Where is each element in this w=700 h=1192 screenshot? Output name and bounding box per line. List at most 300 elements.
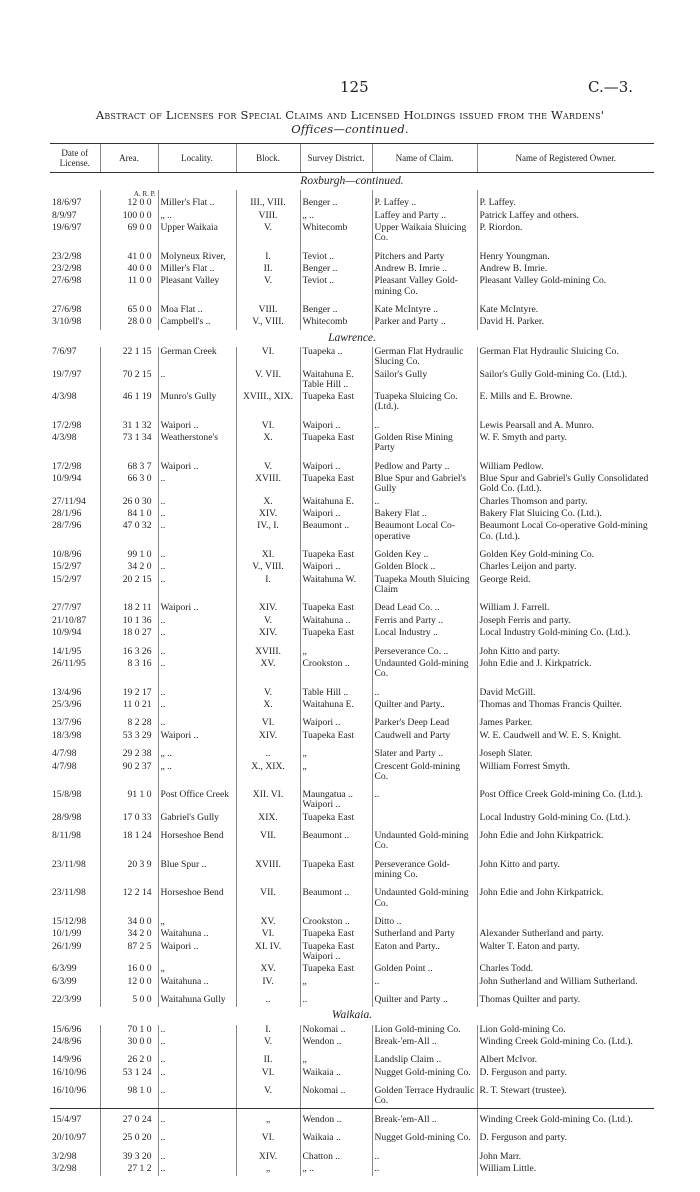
table-row [50,575,654,598]
table-row [50,641,654,659]
table-row [50,497,654,509]
area-cell: 10 1 36 [100,616,158,628]
owner-cell: Joseph Ferris and party. [477,616,654,628]
block-cell: X., XIX. [236,762,300,785]
date-cell: 14/9/96 [52,1054,82,1066]
owner-cell: Charles Leijon and party. [477,562,654,574]
block-cell: V., VIII. [236,562,300,574]
owner-cell: Charles Thomson and party. [477,497,654,509]
date-cell: 4/3/98 [52,433,77,444]
block-cell: XIV. [236,509,300,521]
block-cell: XIX. [236,813,300,825]
district-cell: Tuapeka East [300,392,372,415]
date-cell: 19/7/97 [52,369,82,380]
table-row [50,882,654,911]
area-cell: 12 0 0 [100,977,158,989]
date-cell: 17/2/98 [52,419,82,431]
date-cell: 15/4/97 [52,1113,82,1125]
locality-cell: .. [158,521,236,544]
locality-cell: Gabriel's Gully [158,813,236,825]
district-cell: Teviot .. [300,276,372,299]
date-cell: 8/9/97 [52,210,77,221]
owner-cell: Lion Gold-mining Co. [477,1025,654,1037]
district-cell: Waipori .. [300,562,372,574]
owner-cell: John Sutherland and William Sutherland. [477,977,654,989]
claim-cell: Perseverance Gold-mining Co. [372,854,477,883]
block-cell: II. [236,1049,300,1067]
table-row [50,562,654,574]
locality-cell: .. [158,562,236,574]
date-cell: 23/2/98 [52,263,82,274]
empty-cell [300,190,372,198]
district-cell: „ [300,762,372,785]
area-cell: 90 2 37 [100,762,158,785]
owner-cell: E. Mills and E. Browne. [477,392,654,415]
owner-cell: Patrick Laffey and others. [477,211,654,223]
date-cell: 8/11/98 [52,830,81,842]
col-header-date: Date of License. [50,144,100,173]
date-cell: 16/10/96 [52,1067,87,1078]
table-row [50,762,654,785]
district-cell: Waipori .. [300,415,372,433]
claim-cell: Undaunted Gold-mining Co. [372,825,477,854]
block-cell: VI. [236,347,300,370]
locality-cell: Miller's Flat .. [158,264,236,276]
locality-cell: Pleasant Valley [158,276,236,299]
area-cell: 29 2 38 [100,743,158,761]
district-cell: Nokomai .. [300,1025,372,1037]
claim-cell: Break-'em-All .. [372,1109,477,1127]
table-row [50,370,654,393]
claim-cell: Crescent Gold-mining Co. [372,762,477,785]
block-cell: VI. [236,415,300,433]
owner-cell: W. F. Smyth and party. [477,433,654,456]
table-row [50,1164,654,1176]
locality-cell: .. [158,1146,236,1164]
district-cell: „ [300,641,372,659]
date-cell: 13/7/96 [52,717,82,729]
date-cell: 15/12/98 [52,915,87,927]
area-units-label: A. R. P. [100,190,158,198]
block-cell: .. [236,989,300,1007]
area-cell: 47 0 32 [100,521,158,544]
section-heading-row [50,1007,654,1024]
locality-cell: .. [158,370,236,393]
owner-cell: John Edie and John Kirkpatrick. [477,882,654,911]
date-cell: 10/8/96 [52,549,82,561]
block-cell: XV. [236,911,300,929]
owner-cell: Local Industry Gold-mining Co. (Ltd.). [477,813,654,825]
district-cell: Crookston .. [300,659,372,682]
district-cell: Waipori .. [300,509,372,521]
locality-cell: Horseshoe Bend [158,825,236,854]
block-cell: I. [236,246,300,264]
owner-cell: John Marr. [477,1146,654,1164]
area-cell: 18 1 24 [100,825,158,854]
locality-cell: German Creek [158,347,236,370]
claim-cell: Golden Key .. [372,544,477,562]
table-row [50,1037,654,1049]
district-cell: Tuapeka East [300,854,372,883]
area-cell: 31 1 32 [100,415,158,433]
table-row [50,659,654,682]
district-cell: Waikaia .. [300,1068,372,1080]
date-cell: 15/2/97 [52,574,82,585]
district-cell: „ .. [300,1164,372,1176]
claim-cell: Dead Lead Co. .. [372,597,477,615]
locality-cell: Upper Waikaia [158,223,236,246]
owner-cell: W. E. Caudwell and W. E. S. Knight. [477,731,654,743]
area-cell: 20 2 15 [100,575,158,598]
claim-cell: German Flat Hydraulic Slucing Co. [372,347,477,370]
area-cell: 11 0 21 [100,700,158,712]
district-cell: Tuapeka .. [300,347,372,370]
area-cell: 12 0 0 [100,198,158,210]
claim-cell: Kate McIntyre .. [372,299,477,317]
block-cell: XIV. [236,731,300,743]
table-row [50,456,654,474]
district-cell: Tuapeka East [300,731,372,743]
owner-cell: George Reid. [477,575,654,598]
area-cell: 53 3 29 [100,731,158,743]
claim-cell: P. Laffey .. [372,198,477,210]
table-row [50,929,654,941]
area-cell: 19 2 17 [100,682,158,700]
area-cell: 27 0 24 [100,1109,158,1127]
locality-cell: .. [158,1037,236,1049]
district-cell: .. [300,989,372,1007]
block-cell: XIV. [236,1146,300,1164]
table-row [50,743,654,761]
table-row [50,784,654,813]
table-row [50,628,654,640]
locality-cell: .. [158,641,236,659]
block-cell: XI. [236,544,300,562]
table-row [50,509,654,521]
col-header-owner: Name of Registered Owner. [477,144,654,173]
block-cell: „ [236,1109,300,1127]
table-row [50,544,654,562]
owner-cell: Golden Key Gold-mining Co. [477,544,654,562]
claim-cell: Local Industry .. [372,628,477,640]
date-cell: 4/7/98 [52,748,77,760]
date-cell: 19/6/97 [52,222,82,233]
date-cell: 14/1/95 [52,645,82,657]
area-cell: 70 2 15 [100,370,158,393]
owner-cell: R. T. Stewart (trustee). [477,1080,654,1109]
owner-cell: Kate McIntyre. [477,299,654,317]
owner-cell: P. Laffey. [477,198,654,210]
claim-cell: Eaton and Party.. [372,942,477,965]
district-cell: Tuapeka East [300,544,372,562]
section-heading-row [50,173,654,191]
claim-cell: Beaumont Local Co-operative [372,521,477,544]
claim-cell: Sutherland and Party [372,929,477,941]
block-cell: VI. [236,1127,300,1145]
table-row [50,317,654,329]
claim-cell: Slater and Party .. [372,743,477,761]
claim-cell: Quilter and Party.. [372,700,477,712]
block-cell: VIII. [236,211,300,223]
locality-cell: „ [158,911,236,929]
area-cell: 11 0 0 [100,276,158,299]
table-row [50,854,654,883]
block-cell: .. [236,743,300,761]
table-row [50,1109,654,1127]
section-heading: Waikaia. [331,1009,373,1022]
table-row [50,597,654,615]
date-cell: 16/10/96 [52,1085,87,1097]
area-cell: 26 2 0 [100,1049,158,1067]
date-cell: 3/2/98 [52,1163,77,1174]
claim-cell: Undaunted Gold-mining Co. [372,882,477,911]
locality-cell: .. [158,616,236,628]
block-cell: VI. [236,712,300,730]
locality-cell: Waitahuna .. [158,929,236,941]
locality-cell: Post Office Creek [158,784,236,813]
table-row [50,911,654,929]
area-cell: 18 0 27 [100,628,158,640]
locality-cell: .. [158,1109,236,1127]
empty-cell [50,190,100,198]
locality-cell: „ .. [158,743,236,761]
table-row [50,712,654,730]
table-row [50,700,654,712]
licenses-table [50,143,654,1176]
claim-cell: Golden Terrace Hydraulic Co. [372,1080,477,1109]
owner-cell: Bakery Flat Sluicing Co. (Ltd.). [477,509,654,521]
table-row [50,392,654,415]
owner-cell: Walter T. Eaton and party. [477,942,654,965]
area-cell: 99 1 0 [100,544,158,562]
block-cell: V. VII. [236,370,300,393]
empty-cell [158,190,236,198]
block-cell: XV. [236,964,300,976]
table-row [50,964,654,976]
date-cell: 18/6/97 [52,198,82,209]
claim-cell: Blue Spur and Gabriel's Gully [372,474,477,497]
locality-cell: .. [158,1068,236,1080]
owner-cell: William Little. [477,1164,654,1176]
area-cell: 39 3 20 [100,1146,158,1164]
date-cell: 18/3/98 [52,730,82,741]
area-cell: 34 2 0 [100,929,158,941]
table-header [50,144,654,173]
table-title [48,108,652,136]
locality-cell: Moa Flat .. [158,299,236,317]
owner-cell: Winding Creek Gold-mining Co. (Ltd.). [477,1109,654,1127]
table-row [50,989,654,1007]
area-cell: 28 0 0 [100,317,158,329]
area-cell: 46 1 19 [100,392,158,415]
owner-cell: D. Ferguson and party. [477,1127,654,1145]
block-cell: XVIII., XIX. [236,392,300,415]
claim-cell [372,813,477,825]
table-row [50,1127,654,1145]
date-cell: 15/2/97 [52,562,82,573]
owner-cell: David McGill. [477,682,654,700]
block-cell: XIV. [236,628,300,640]
locality-cell: Waipori .. [158,415,236,433]
table-row [50,682,654,700]
area-cell: 8 2 28 [100,712,158,730]
district-cell: Table Hill .. [300,682,372,700]
date-cell: 10/1/99 [52,929,82,940]
owner-cell: Post Office Creek Gold-mining Co. (Ltd.). [477,784,654,813]
date-cell: 7/6/97 [52,346,77,357]
claim-cell: .. [372,1164,477,1176]
date-cell: 22/3/99 [52,994,82,1006]
area-cell: 34 0 0 [100,911,158,929]
block-cell: X. [236,497,300,509]
area-cell: 84 1 0 [100,509,158,521]
claim-cell: Parker and Party .. [372,317,477,329]
owner-cell: Lewis Pearsall and A. Munro. [477,415,654,433]
document-reference: C.—3. [588,78,634,96]
col-header-locality: Locality. [158,144,236,173]
locality-cell: .. [158,1164,236,1176]
claim-cell: Pitchers and Party [372,246,477,264]
owner-cell: Thomas and Thomas Francis Quilter. [477,700,654,712]
claim-cell: Pedlow and Party .. [372,456,477,474]
owner-cell: Henry Youngman. [477,246,654,264]
date-cell: 27/6/98 [52,303,82,315]
district-cell: Wendon .. [300,1109,372,1127]
area-cell: 16 3 26 [100,641,158,659]
owner-cell: Beaumont Local Co-operative Gold-mining Co. (Ltd.). [477,521,654,544]
owner-cell: Thomas Quilter and party. [477,989,654,1007]
locality-cell: .. [158,1025,236,1037]
district-cell: Waitahuna E. Table Hill .. [300,370,372,393]
district-cell: Waitahuna W. [300,575,372,598]
block-cell: „ [236,1164,300,1176]
owner-cell [477,911,654,929]
district-cell: Tuapeka East [300,597,372,615]
area-cell: 68 3 7 [100,456,158,474]
empty-cell [372,190,477,198]
table-row [50,264,654,276]
table-row [50,825,654,854]
claim-cell: Andrew B. Imrie .. [372,264,477,276]
table-row [50,415,654,433]
date-cell: 15/6/96 [52,1024,82,1035]
owner-cell: James Parker. [477,712,654,730]
area-cell: 22 1 15 [100,347,158,370]
district-cell: Whitecomb [300,317,372,329]
area-cell: 5 0 0 [100,989,158,1007]
table-row [50,433,654,456]
district-cell: „ [300,1049,372,1067]
date-cell: 15/8/98 [52,789,82,801]
date-cell: 3/2/98 [52,1150,77,1162]
claim-cell: Golden Rise Mining Party [372,433,477,456]
district-cell: „ [300,977,372,989]
locality-cell: .. [158,628,236,640]
date-cell: 4/3/98 [52,392,77,403]
block-cell: VIII. [236,299,300,317]
owner-cell: German Flat Hydraulic Sluicing Co. [477,347,654,370]
district-cell: Crookston .. [300,911,372,929]
date-cell: 28/7/96 [52,521,82,532]
date-cell: 25/3/96 [52,699,82,710]
owner-cell: John Kitto and party. [477,854,654,883]
page-number: 125 [340,78,369,96]
district-cell: Tuapeka East [300,433,372,456]
block-cell: VII. [236,882,300,911]
district-cell: Tuapeka East [300,964,372,976]
block-cell: XII. VI. [236,784,300,813]
table-row [50,1049,654,1067]
block-cell: V. [236,1037,300,1049]
owner-cell: William Forrest Smyth. [477,762,654,785]
table-row [50,276,654,299]
section-heading: Roxburgh—continued. [300,175,404,187]
owner-cell: Albert McIvor. [477,1049,654,1067]
area-cell: 73 1 34 [100,433,158,456]
claim-cell: Ferris and Party .. [372,616,477,628]
area-cell: 65 0 0 [100,299,158,317]
date-cell: 26/11/95 [52,659,86,669]
area-cell: 66 3 0 [100,474,158,497]
block-cell: X. [236,433,300,456]
locality-cell: .. [158,659,236,682]
claim-cell: Quilter and Party .. [372,989,477,1007]
block-cell: XVIII. [236,641,300,659]
owner-cell: William J. Farrell. [477,597,654,615]
locality-cell: .. [158,1049,236,1067]
claim-cell: .. [372,415,477,433]
block-cell: XI. IV. [236,942,300,965]
owner-cell: Local Industry Gold-mining Co. (Ltd.). [477,628,654,640]
table-row [50,942,654,965]
date-cell: 6/3/99 [52,976,77,987]
locality-cell: Campbell's .. [158,317,236,329]
section-heading-row [50,330,654,347]
area-cell: 98 1 0 [100,1080,158,1109]
district-cell: Beaumont .. [300,825,372,854]
locality-cell: Waitahuna .. [158,977,236,989]
area-cell: 53 1 24 [100,1068,158,1080]
area-cell: 17 0 33 [100,813,158,825]
locality-cell: „ .. [158,211,236,223]
area-cell: 100 0 0 [100,211,158,223]
area-cell: 70 1 0 [100,1025,158,1037]
district-cell: „ [300,743,372,761]
district-cell: Nokomai .. [300,1080,372,1109]
table-row [50,1025,654,1037]
area-cell: 8 3 16 [100,659,158,682]
title-line-1: Abstract of Licenses for Special Claims and Licensed Holdings issued from the Wardens' [95,108,605,122]
locality-cell: .. [158,509,236,521]
district-cell: Chatton .. [300,1146,372,1164]
block-cell: IV., I. [236,521,300,544]
locality-cell: „ .. [158,762,236,785]
col-header-claim: Name of Claim. [372,144,477,173]
claim-cell: .. [372,784,477,813]
area-cell: 91 1 0 [100,784,158,813]
owner-cell: John Edie and John Kirkpatrick. [477,825,654,854]
area-units-row [50,190,654,198]
block-cell: V. [236,456,300,474]
block-cell: IV. [236,977,300,989]
area-cell: 30 0 0 [100,1037,158,1049]
district-cell: Benger .. [300,299,372,317]
claim-cell: Tuapeka Sluicing Co. (Ltd.). [372,392,477,415]
locality-cell: Waipori .. [158,731,236,743]
claim-cell: Lion Gold-mining Co. [372,1025,477,1037]
date-cell: 6/3/99 [52,964,77,975]
date-cell: 28/1/96 [52,509,82,520]
